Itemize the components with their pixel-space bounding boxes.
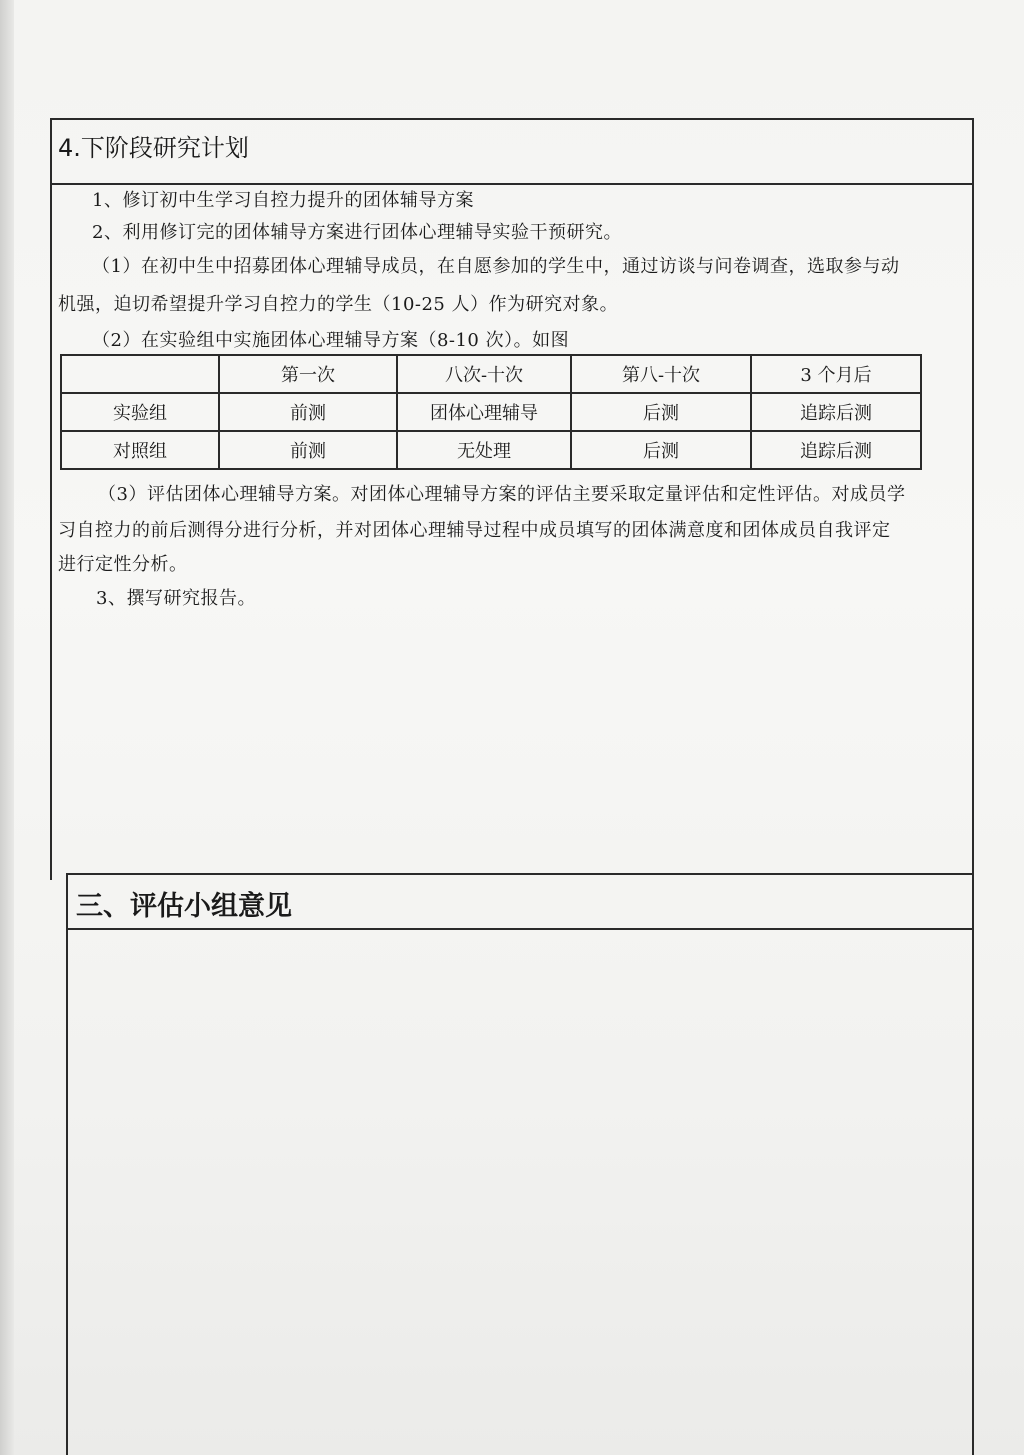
table-cell: 团体心理辅导	[397, 393, 571, 431]
table-header-cell: 第八-十次	[571, 355, 751, 393]
table-cell: 前测	[219, 431, 397, 469]
plan-item-2-1-line1: （1）在初中生中招募团体心理辅导成员，在自愿参加的学生中，通过访谈与问卷调查，选取参与动	[92, 256, 900, 277]
plan-item-2-3-line3: 进行定性分析。	[58, 554, 188, 575]
table-cell: 追踪后测	[751, 431, 921, 469]
table-row	[61, 393, 921, 431]
table-header-row	[61, 355, 921, 393]
table-header-cell: 3 个月后	[751, 355, 921, 393]
section3-bottom-rule	[66, 928, 972, 930]
plan-item-1: 1、修订初中生学习自控力提升的团体辅导方案	[92, 190, 474, 211]
table-cell: 无处理	[397, 431, 571, 469]
page-edge	[0, 0, 14, 1455]
table-cell: 前测	[219, 393, 397, 431]
table-cell: 追踪后测	[751, 393, 921, 431]
plan-item-2-3-line2: 习自控力的前后测得分进行分析，并对团体心理辅导过程中成员填写的团体满意度和团体成员自我评定	[58, 520, 891, 541]
plan-item-2-2: （2）在实验组中实施团体心理辅导方案（8-10 次）。如图	[92, 330, 570, 351]
table-cell: 后测	[571, 431, 751, 469]
plan-item-3: 3、撰写研究报告。	[96, 588, 256, 609]
plan-item-2: 2、利用修订完的团体辅导方案进行团体心理辅导实验干预研究。	[92, 222, 622, 243]
table-cell	[61, 355, 219, 393]
table-cell: 后测	[571, 393, 751, 431]
experiment-schedule-table	[60, 354, 922, 470]
table-header-cell: 八次-十次	[397, 355, 571, 393]
table-row-label: 实验组	[61, 393, 219, 431]
table-header-cell: 第一次	[219, 355, 397, 393]
section3-title: 三、评估小组意见	[76, 891, 292, 922]
table-row-label: 对照组	[61, 431, 219, 469]
form-frame-section3	[66, 873, 974, 1455]
plan-item-2-3-line1: （3）评估团体心理辅导方案。对团体心理辅导方案的评估主要采取定量评估和定性评估。对成员学	[98, 484, 906, 505]
plan-item-2-1-line2: 机强，迫切希望提升学习自控力的学生（10-25 人）作为研究对象。	[58, 294, 619, 315]
title-divider	[50, 183, 972, 185]
section3-top-rule	[66, 873, 972, 875]
table-row	[61, 431, 921, 469]
section4-title: 4.下阶段研究计划	[58, 134, 249, 162]
